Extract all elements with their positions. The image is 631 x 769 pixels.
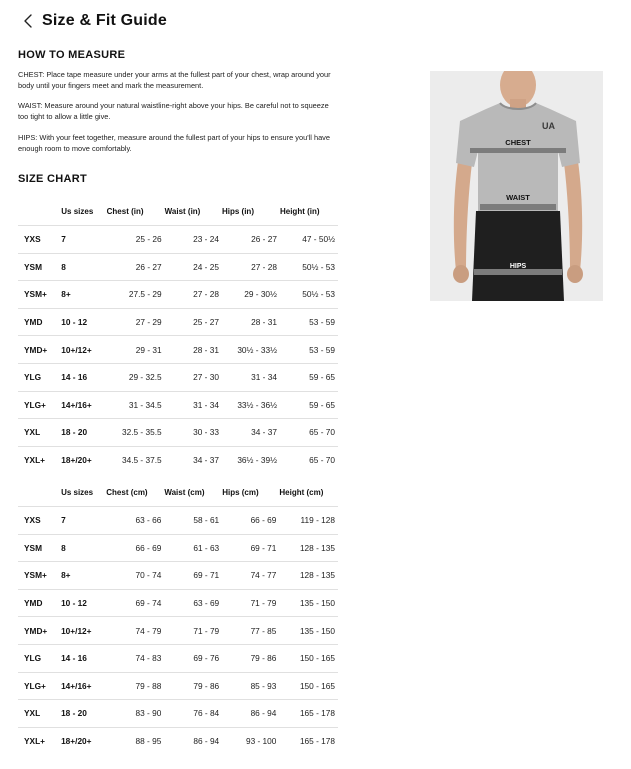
cell-waist: 69 - 71 xyxy=(164,562,222,590)
back-button[interactable] xyxy=(18,9,38,33)
hips-instructions: HIPS: With your feet together, measure around the fullest part of your hips to ensure you'll have enough room to move comfortably. xyxy=(18,133,330,153)
measurement-figure xyxy=(430,71,603,301)
column-header-chest: Chest (in) xyxy=(106,207,144,216)
table-row xyxy=(18,617,338,645)
cell-height: 150 - 165 xyxy=(279,672,338,700)
cell-chest: 34.5 - 37.5 xyxy=(107,446,165,473)
model-illustration xyxy=(430,71,603,301)
cell-hips: 34 - 37 xyxy=(222,419,280,447)
cell-size: YXS xyxy=(18,226,61,254)
cell-chest: 26 - 27 xyxy=(107,253,165,281)
table-body xyxy=(18,507,338,755)
cell-hips: 28 - 31 xyxy=(222,308,280,336)
header-row xyxy=(18,198,338,226)
table-row xyxy=(18,281,338,309)
cell-size: YMD+ xyxy=(18,336,61,364)
cell-hips: 26 - 27 xyxy=(222,226,280,254)
cell-hips: 66 - 69 xyxy=(222,507,279,535)
cell-size: YLG+ xyxy=(18,672,61,700)
cell-waist: 24 - 25 xyxy=(165,253,222,281)
cell-height: 165 - 178 xyxy=(279,700,338,728)
hips-label: HIPS xyxy=(509,263,527,270)
cell-height: 150 - 165 xyxy=(279,644,338,672)
cell-waist: 69 - 76 xyxy=(164,644,222,672)
table-row xyxy=(18,534,338,562)
table-header xyxy=(18,198,338,226)
cell-us-size: 18+/20+ xyxy=(61,727,106,754)
table-row xyxy=(18,672,338,700)
cell-height: 50½ - 53 xyxy=(280,253,338,281)
cell-chest: 70 - 74 xyxy=(106,562,164,590)
cell-chest: 88 - 95 xyxy=(106,727,164,754)
cell-height: 65 - 70 xyxy=(280,446,338,473)
cell-hips: 86 - 94 xyxy=(222,700,279,728)
cell-size: YLG+ xyxy=(18,391,61,419)
cell-us-size: 14+/16+ xyxy=(61,672,106,700)
cell-waist: 31 - 34 xyxy=(165,391,222,419)
cell-hips: 93 - 100 xyxy=(222,727,279,754)
cell-chest: 74 - 79 xyxy=(106,617,164,645)
table-header xyxy=(18,479,338,507)
cell-height: 128 - 135 xyxy=(279,534,338,562)
cell-hips: 79 - 86 xyxy=(222,644,279,672)
cell-waist: 86 - 94 xyxy=(164,727,222,754)
column-header-hips: Hips (cm) xyxy=(222,488,259,497)
cell-chest: 79 - 88 xyxy=(106,672,164,700)
cell-us-size: 18+/20+ xyxy=(61,446,106,473)
table-row xyxy=(18,727,338,754)
waist-instructions: WAIST: Measure around your natural waistline-right above your hips. Be careful not to squeeze too tight to allow a little give. xyxy=(18,101,329,121)
table-row xyxy=(18,507,338,535)
cell-chest: 63 - 66 xyxy=(106,507,164,535)
cell-waist: 25 - 27 xyxy=(165,308,222,336)
cell-size: YMD xyxy=(18,308,61,336)
cell-hips: 27 - 28 xyxy=(222,253,280,281)
cell-waist: 61 - 63 xyxy=(164,534,222,562)
cell-waist: 79 - 86 xyxy=(164,672,222,700)
cell-hips: 30½ - 33½ xyxy=(222,336,280,364)
cell-height: 165 - 178 xyxy=(279,727,338,754)
table-body xyxy=(18,226,338,474)
cell-us-size: 7 xyxy=(61,226,106,254)
column-header-waist: Waist (cm) xyxy=(164,488,205,497)
cell-chest: 83 - 90 xyxy=(106,700,164,728)
column-header-size xyxy=(18,479,61,507)
cell-chest: 29 - 31 xyxy=(107,336,165,364)
cell-hips: 77 - 85 xyxy=(222,617,279,645)
how-to-measure-heading: HOW TO MEASURE xyxy=(18,49,126,61)
cell-size: YMD+ xyxy=(18,617,61,645)
cell-us-size: 14+/16+ xyxy=(61,391,106,419)
table-row xyxy=(18,562,338,590)
cell-height: 128 - 135 xyxy=(279,562,338,590)
chevron-left-icon xyxy=(23,13,33,29)
cell-waist: 71 - 79 xyxy=(164,617,222,645)
cell-us-size: 10 - 12 xyxy=(61,589,106,617)
cell-waist: 76 - 84 xyxy=(164,700,222,728)
cell-size: YSM+ xyxy=(18,562,61,590)
cell-waist: 23 - 24 xyxy=(165,226,222,254)
cell-hips: 31 - 34 xyxy=(222,363,280,391)
cell-hips: 33½ - 36½ xyxy=(222,391,280,419)
cell-us-size: 14 - 16 xyxy=(61,644,106,672)
table-row xyxy=(18,391,338,419)
cell-size: YXL xyxy=(18,700,61,728)
table-row xyxy=(18,308,338,336)
table-row xyxy=(18,363,338,391)
cell-waist: 27 - 28 xyxy=(165,281,222,309)
cell-size: YMD xyxy=(18,589,61,617)
chest-instructions: CHEST: Place tape measure under your arms at the fullest part of your chest, wrap around your body until your fingers meet and mark the measurement. xyxy=(18,70,331,90)
table-row xyxy=(18,419,338,447)
brand-logo-icon: UA xyxy=(542,121,555,131)
cell-size: YLG xyxy=(18,644,61,672)
cell-height: 135 - 150 xyxy=(279,589,338,617)
size-chart-centimeters-table xyxy=(18,479,338,754)
cell-height: 53 - 59 xyxy=(280,308,338,336)
cell-hips: 69 - 71 xyxy=(222,534,279,562)
column-header-height: Height (in) xyxy=(279,207,320,216)
cell-size: YSM xyxy=(18,253,61,281)
cell-us-size: 10 - 12 xyxy=(61,308,106,336)
cell-height: 59 - 65 xyxy=(280,363,338,391)
cell-waist: 27 - 30 xyxy=(165,363,222,391)
table-row xyxy=(18,589,338,617)
cell-height: 50½ - 53 xyxy=(280,281,338,309)
column-header-hips: Hips (in) xyxy=(221,207,254,216)
cell-hips: 85 - 93 xyxy=(222,672,279,700)
chest-measure-band xyxy=(470,148,566,153)
cell-waist: 28 - 31 xyxy=(165,336,222,364)
cell-size: YXL+ xyxy=(18,446,61,473)
cell-us-size: 10+/12+ xyxy=(61,617,106,645)
cell-hips: 29 - 30½ xyxy=(222,281,280,309)
column-header-size xyxy=(18,198,61,226)
page-title: Size & Fit Guide xyxy=(42,12,167,29)
shorts-shape xyxy=(472,211,564,301)
cell-height: 119 - 128 xyxy=(279,507,338,535)
table-row xyxy=(18,700,338,728)
table-row xyxy=(18,253,338,281)
cell-waist: 63 - 69 xyxy=(164,589,222,617)
cell-hips: 36½ - 39½ xyxy=(222,446,280,473)
cell-size: YXS xyxy=(18,507,61,535)
cell-us-size: 14 - 16 xyxy=(61,363,106,391)
cell-chest: 29 - 32.5 xyxy=(107,363,165,391)
cell-chest: 25 - 26 xyxy=(107,226,165,254)
cell-height: 65 - 70 xyxy=(280,419,338,447)
cell-chest: 27 - 29 xyxy=(107,308,165,336)
cell-us-size: 18 - 20 xyxy=(61,700,106,728)
cell-waist: 34 - 37 xyxy=(165,446,222,473)
size-chart-inches-table xyxy=(18,198,338,473)
cell-size: YSM xyxy=(18,534,61,562)
cell-chest: 31 - 34.5 xyxy=(107,391,165,419)
cell-waist: 58 - 61 xyxy=(164,507,222,535)
size-chart-heading: SIZE CHART xyxy=(18,173,87,185)
cell-chest: 74 - 83 xyxy=(106,644,164,672)
header-row xyxy=(18,479,338,507)
cell-chest: 66 - 69 xyxy=(106,534,164,562)
cell-hips: 74 - 77 xyxy=(222,562,279,590)
cell-chest: 69 - 74 xyxy=(106,589,164,617)
cell-us-size: 8+ xyxy=(61,281,106,309)
table-row xyxy=(18,226,338,254)
waist-label: WAIST xyxy=(506,193,530,202)
cell-hips: 71 - 79 xyxy=(222,589,279,617)
column-header-us-size: Us sizes xyxy=(61,488,94,497)
cell-size: YXL+ xyxy=(18,727,61,754)
table-row xyxy=(18,446,338,473)
waist-measure-band xyxy=(480,204,556,210)
cell-size: YXL xyxy=(18,419,61,447)
cell-waist: 30 - 33 xyxy=(165,419,222,447)
cell-size: YSM+ xyxy=(18,281,61,309)
cell-size: YLG xyxy=(18,363,61,391)
cell-height: 53 - 59 xyxy=(280,336,338,364)
chest-label: CHEST xyxy=(505,138,531,147)
cell-us-size: 18 - 20 xyxy=(61,419,106,447)
cell-height: 47 - 50½ xyxy=(280,226,338,254)
column-header-chest: Chest (cm) xyxy=(106,488,148,497)
page-header xyxy=(18,9,167,33)
cell-height: 135 - 150 xyxy=(279,617,338,645)
cell-us-size: 8 xyxy=(61,534,106,562)
column-header-waist: Waist (in) xyxy=(164,207,201,216)
table-row xyxy=(18,336,338,364)
column-header-us-size: Us sizes xyxy=(61,207,94,216)
cell-us-size: 7 xyxy=(61,507,106,535)
column-header-height: Height (cm) xyxy=(279,488,324,497)
cell-chest: 27.5 - 29 xyxy=(107,281,165,309)
cell-us-size: 8+ xyxy=(61,562,106,590)
cell-chest: 32.5 - 35.5 xyxy=(107,419,165,447)
table-row xyxy=(18,644,338,672)
cell-us-size: 10+/12+ xyxy=(61,336,106,364)
cell-height: 59 - 65 xyxy=(280,391,338,419)
cell-us-size: 8 xyxy=(61,253,106,281)
